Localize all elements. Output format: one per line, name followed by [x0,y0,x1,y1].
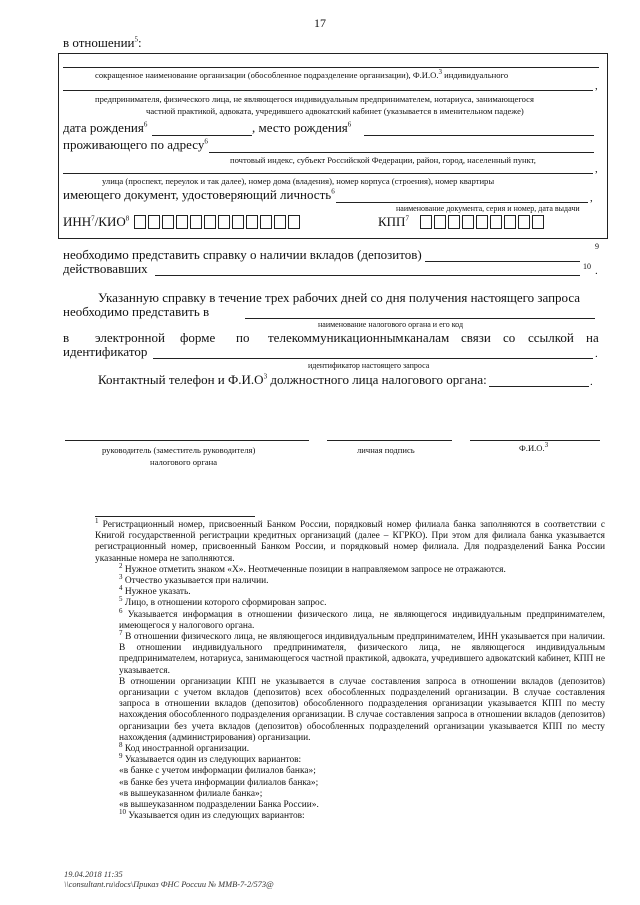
fio-caption: Ф.И.О.$^3$ [519,441,549,453]
print-stamp-path: \\consultant.ru\docs\Приказ ФНС России № ММВ-7-2/573@ [64,880,274,889]
org-name-line [63,67,599,68]
footnote-7: $^7$ В отношении физического лица, не являющегося индивидуальным предпринимателем, ИНН указывается при наличии. В отношении индивидуального предпринимателя, физического лица, не являющегося индивидуальным предпринимателем, нотариуса, занимающегося частной практикой, адвоката, учредившего адвокатский кабинет, КПП не указывается. [119,628,606,676]
head-signature-line [65,440,309,441]
deliver-line-1: Указанную справку в течение трех рабочих дней со дня получения настоящего запроса [98,290,581,305]
identifier-label: идентификатор [63,344,148,359]
head-caption-1: руководитель (заместитель руководителя) [102,445,256,455]
active-field[interactable] [155,275,580,276]
footnote-4: $^4$ Нужное указать. [119,584,191,598]
footnote-ref-9: 9 [595,242,599,251]
electronic-w7: связи [461,330,491,345]
kpp-label: КПП$^7$ [378,214,409,229]
print-stamp-date: 19.04.2018 11:35 [64,870,123,879]
signature-caption: личная подпись [357,445,415,455]
birth-date-label: дата рождения$^6$ [63,120,148,135]
id-doc-field[interactable] [336,202,588,203]
footnote-2: $^2$ Нужное отметить знаком «Х». Неотмеченные позиции в направляемом запросе не отражаются. [119,561,506,575]
tax-authority-field[interactable] [245,318,595,319]
contact-period: . [590,376,593,388]
respect-label: в отношении$^5$: [63,35,142,50]
org-caption-3: частной практикой, адвоката, учредившего адвокатский кабинет (указывается в именительном падеже) [146,106,524,116]
footnote-5: $^5$ Лицо, в отношении которого сформирован запрос. [119,595,327,609]
birth-place-label: , место рождения$^6$ [252,120,352,135]
contact-field[interactable] [489,386,589,387]
electronic-w6: каналам [404,330,450,345]
residence-label: проживающего по адресу$^6$ [63,137,208,152]
electronic-w1: в [63,330,70,345]
id-doc-caption: наименование документа, серия и номер, дата выдачи [396,204,580,213]
identifier-caption: идентификатор настоящего запроса [308,361,430,370]
electronic-w9: ссылкой [528,330,574,345]
electronic-w3: форме [180,330,216,345]
footnote-1: $^1$ Регистрационный номер, присвоенный Банком России, порядковый номер филиала банка заполняются в соответствии с Книгой государственной регистрации кредитных организаций (далее – КГРКО). При этом для филиала банка указывается регистрационный номер, присвоенный Банком России, и порядковый номер филиала. Для подразделений Банка России указанные номера не заполняются. [95,516,606,564]
residence-field-2[interactable] [63,173,593,174]
footnote-separator [95,516,255,517]
deliver-line-2: необходимо представить в [63,304,210,319]
electronic-w2: электронной [95,330,165,345]
inn-cells[interactable] [134,215,300,229]
kpp-cells[interactable] [420,215,544,229]
active-label: действовавших [63,261,148,276]
id-doc-comma: , [590,192,593,204]
id-doc-label: имеющего документ, удостоверяющий личность$^6$ [63,187,335,202]
footnote-9d: «в вышеуказанном подразделении Банка России». [119,800,319,811]
certificate-field[interactable] [425,261,580,262]
birth-place-field[interactable] [364,135,594,136]
electronic-w4: по [236,330,250,345]
footnote-9c: «в вышеуказанном филиале банка»; [119,788,263,799]
identifier-field[interactable] [153,358,593,359]
footnote-9: $^9$ Указывается один из следующих вариантов: [119,752,302,766]
org-line-comma: , [595,80,598,92]
footnote-9a: «в банке с учетом информации филиалов банка»; [119,766,316,777]
identifier-period: . [595,348,598,360]
residence-caption-2: улица (проспект, переулок и так далее), номер дома (владения), номер корпуса (строения), номер квартиры [102,176,495,186]
residence-comma: , [595,163,598,175]
org-name-line-2 [63,90,593,91]
footnote-6: $^6$ Указывается информация в отношении физического лица, не являющегося индивидуальным предпринимателем, имеющегося у налогового органа. [119,606,606,631]
electronic-w8: со [503,330,516,345]
residence-field[interactable] [209,152,594,153]
electronic-w5: телекоммуникационным [268,330,404,345]
org-caption-2: предпринимателя, физического лица, не являющегося индивидуальным предпринимателем, нотариуса, занимающегося [95,94,534,104]
contact-label: Контактный телефон и $Ф.И.О^3$ должностного лица налогового органа: [98,372,487,387]
org-caption-1: сокращенное наименование организации (обособленное подразделение организации), Ф.И.О.$^3$ индивидуального [95,68,509,80]
electronic-w10: на [586,330,599,345]
page-number: 17 [314,16,326,30]
head-caption-2: налогового органа [150,457,218,467]
certificate-text: необходимо представить справку о наличии вкладов (депозитов) [63,247,422,262]
fio-line[interactable] [470,440,600,441]
tax-authority-caption: наименование налогового органа и его код [318,320,464,329]
footnote-7b: В отношении организации КПП не указывается в случае составления запроса в отношении вкладов (депозитов) организации с учетом вкладов (депозитов) всех обособленных подразделений организации. В случае составления запроса в отношении вкладов (депозитов) обособленного подразделения организации указывается КПП по месту нахождения обособленного подразделения организации. В случае составления запроса в отношении вкладов (депозитов) организации без учета вкладов (депозитов) обособленных подразделений организации указывается КПП по месту нахождения (администрирования) организации. [119,676,605,743]
signature-line[interactable] [327,440,452,441]
residence-caption-1: почтовый индекс, субъект Российской Федерации, район, город, населенный пункт, [230,155,536,165]
footnote-3: $^3$ Отчество указывается при наличии. [119,572,269,587]
footnote-ref-10: 10 [583,262,591,271]
active-period: . [595,265,598,277]
footnote-8: $^8$ Код иностранной организации. [119,740,250,755]
footnote-9b: «в банке без учета информации филиалов банка»; [119,777,319,788]
footnote-10: $^{10}$ Указывается один из следующих вариантов: [119,808,305,822]
inn-label: ИНН$^7$/КИО$^8$ [63,214,130,229]
birth-date-field[interactable] [152,135,252,136]
footnotes [95,516,606,822]
